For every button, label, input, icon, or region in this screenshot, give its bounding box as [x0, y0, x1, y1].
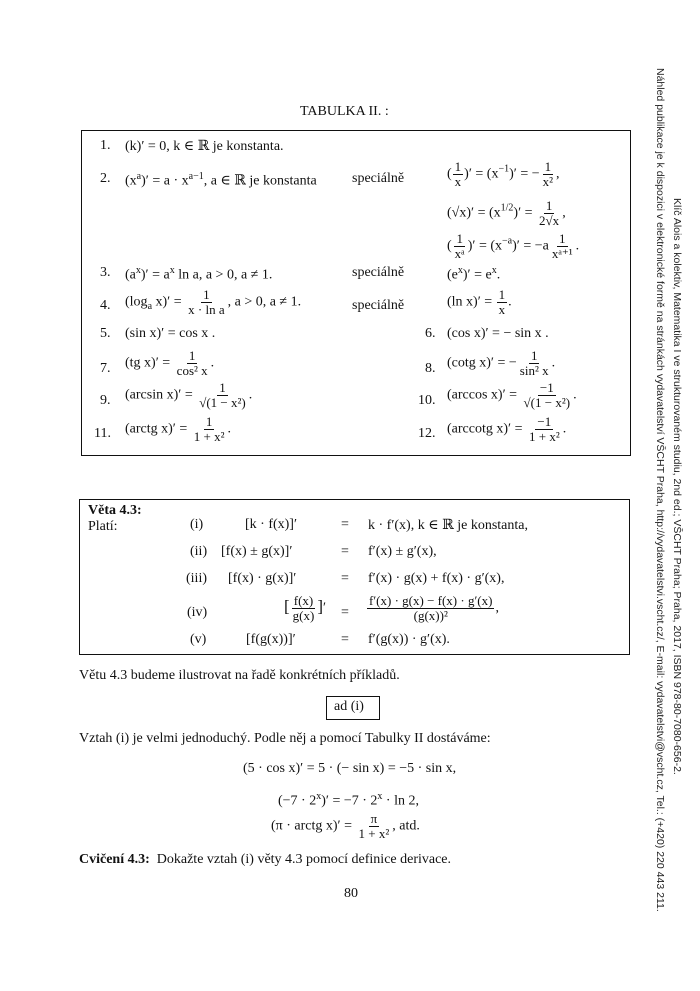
rule-cotg: (cotg x)′ = − $\frac{1}{\text{sin² x}}$ . [447, 348, 556, 378]
theorem-title: Věta 4.3: [88, 503, 142, 518]
illustrate-text: Větu 4.3 budeme ilustrovat na řadě konkrétních příkladů. [79, 668, 400, 683]
theorem-eq-iii: = [341, 571, 349, 586]
row-number-7: 7. [100, 361, 111, 376]
specially-label-4: speciálně [352, 298, 405, 313]
row-number-1: 1. [100, 138, 111, 153]
example-3: (π · arctg x)′ = $\frac{\pi}{\text{1 + x²}}$ , atd. [271, 811, 420, 841]
rule-power: $(x^a)' = a \cdot x^{a-1}$, a ∈ ℝ je konstanta [125, 171, 317, 189]
theorem-rhs-v: f′(g(x)) · g′(x). [368, 632, 450, 647]
row-number-10: 10. [418, 393, 436, 408]
row-number-6: 6. [425, 326, 436, 341]
theorem-lhs-i: [k · f(x)]′ [245, 517, 298, 532]
rule-arcsin: (arcsin x)′ = $\frac{1}{\text{√(1 − x²)}}$ . [125, 380, 253, 410]
table-title: TABULKA II. : [300, 104, 389, 119]
theorem-eq-ii: = [341, 544, 349, 559]
theorem-rhs-i: k · f′(x), k ∈ ℝ je konstanta, [368, 518, 528, 533]
exercise-text: Dokažte vztah (i) věty 4.3 pomocí definice derivace. [156, 852, 452, 867]
theorem-label-iv: (iv) [187, 605, 208, 620]
rule-tg: (tg x)′ = $\frac{1}{\text{cos² x}}$ . [125, 348, 215, 378]
row-number-4: 4. [100, 298, 111, 313]
special-sqrt: $(√x)' = (x^{1/2})'$ = $\frac{1}{2√x}$ , [447, 198, 566, 228]
sidebar-citation: Klíč Alois a kolektiv, Matematika I ve strukturovaném studiu, 2nd ed.; VŠCHT Praha; Praha, 2017, ISBN 978-80-7080-656-2. [671, 198, 683, 775]
theorem-eq-iv: = [341, 605, 349, 620]
row-number-12: 12. [418, 426, 436, 441]
row-number-5: 5. [100, 326, 111, 341]
row-number-11: 11. [94, 426, 111, 441]
theorem-rhs-iii: f′(x) · g(x) + f(x) · g′(x), [368, 571, 505, 586]
row-number-8: 8. [425, 361, 436, 376]
theorem-label-ii: (ii) [190, 544, 208, 559]
theorem-box [79, 499, 630, 655]
specially-label-3: speciálně [352, 265, 405, 280]
theorem-lhs-ii: [f(x) ± g(x)]′ [221, 544, 293, 559]
rule-cos: (cos x)′ = − sin x . [447, 326, 549, 341]
theorem-eq-v: = [341, 632, 349, 647]
special-ln: (ln x)′ = $\frac{1}{x}$ . [447, 287, 512, 317]
theorem-label-iii: (iii) [186, 571, 207, 586]
theorem-lhs-iv: [ $\frac{f(x)}{g(x)}$ ]′ [284, 593, 327, 623]
ad-label: ad (i) [334, 699, 364, 714]
theorem-lhs-iii: [f(x) · g(x)]′ [228, 571, 297, 586]
specially-label-2: speciálně [352, 171, 405, 186]
theorem-lhs-v: [f(g(x))]′ [246, 632, 296, 647]
rule-arccotg: (arccotg x)′ = $\frac{-1}{\text{1 + x²}}$ . [447, 414, 567, 444]
theorem-intro: Platí: [88, 519, 118, 534]
rule-constant: (k)′ = 0, k ∈ ℝ je konstanta. [125, 139, 284, 154]
special-exp: $(e^x)' = e^x$. [447, 265, 501, 283]
special-negative-power: ( $\frac{1}{\text{xᵃ}}$ )′ = $(x^{-a})' = -a$ $\frac{1}{\text{xᵃ⁺¹}}$ . [447, 231, 580, 261]
theorem-label-v: (v) [190, 632, 207, 647]
row-number-3: 3. [100, 265, 111, 280]
exercise-label: Cvičení 4.3: [79, 852, 150, 867]
row-number-2: 2. [100, 171, 111, 186]
rule-exponential: $(a^x)' = a^x$ ln a, a > 0, a ≠ 1. [125, 265, 273, 283]
theorem-rhs-iv: $\frac{f'(x) \cdot g(x) - f(x) \cdot g'(x)}{\text{(g(x))²}}$ , [369, 593, 499, 623]
rule-arctg: (arctg x)′ = $\frac{1}{\text{1 + x²}}$ . [125, 414, 231, 444]
special-reciprocal: ( $\frac{1}{x}$ )′ = $(x^{-1})'$ = − $\frac{1}{\text{x²}}$ , [447, 159, 560, 189]
vztah-text: Vztah (i) je velmi jednoduchý. Podle něj a pomocí Tabulky II dostáváme: [79, 731, 491, 746]
sidebar-preview-note: Náhled publikace je k dispozici v elektronické formě na stránkách vydavatelství VŠCHT Praha, http://vydavatelstvi.vscht.cz/, E-mail: vydavatelstvi@vscht.cz, Tel.: (+420) 220 443 211. [654, 68, 666, 912]
example-1: (5 · cos x)′ = 5 · (− sin x) = −5 · sin x, [243, 761, 457, 776]
row-number-9: 9. [100, 393, 111, 408]
page-number: 80 [344, 886, 358, 901]
rule-arccos: (arccos x)′ = $\frac{-1}{\text{√(1 − x²)}}$ . [447, 380, 577, 410]
rule-sin: (sin x)′ = cos x . [125, 326, 216, 341]
theorem-rhs-ii: f′(x) ± g′(x), [368, 544, 437, 559]
theorem-label-i: (i) [190, 517, 204, 532]
exercise [79, 852, 451, 868]
example-2: $(-7 \cdot 2^x)' = -7 \cdot 2^x \cdot \ln 2$, [278, 791, 419, 809]
rule-logarithm: ($\log_a$ x)′ = $\frac{1}{\text{x · ln a}}$ , a > 0, a ≠ 1. [125, 287, 302, 317]
theorem-eq-i: = [341, 517, 349, 532]
